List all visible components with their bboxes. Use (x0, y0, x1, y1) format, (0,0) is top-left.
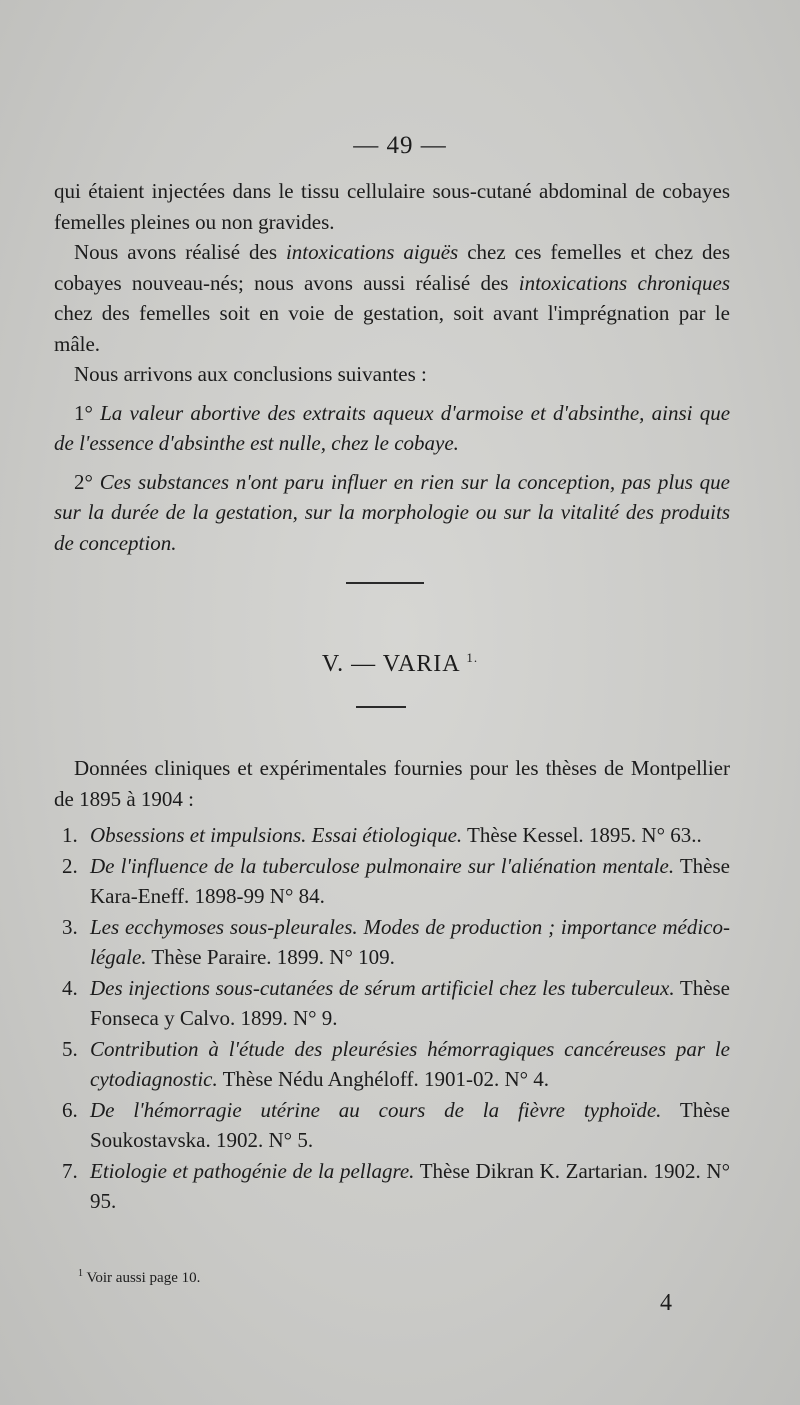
conclusion-number: 2° (74, 469, 93, 494)
paragraph-2 (54, 237, 730, 359)
list-item (54, 1156, 730, 1217)
list-item (54, 1095, 730, 1156)
list-item (54, 973, 730, 1034)
footnote (78, 1268, 200, 1287)
thesis-list (54, 820, 730, 1217)
lead-paragraph: Données cliniques et expérimentales fournies pour les thèses de Montpellier de 1895 à 1904 : (54, 756, 730, 811)
item-number: 1. (62, 823, 78, 847)
item-details: Thèse Kessel. 1895. N° 63.. (462, 823, 702, 847)
page-number: — 49 — (353, 132, 447, 159)
item-title: Obsessions et impulsions. Essai étiologique. (90, 823, 463, 847)
text-run: chez ces femelles et chez des cobayes nouveau-nés; nous avons aussi réalisé des (54, 240, 730, 295)
section-title: V. — VARIA (321, 651, 460, 677)
item-title: Contribution à l'étude des pleurésies hémorragiques cancéreuses par le cytodiagnostic. (90, 1036, 730, 1091)
footnote-mark: 1 (78, 1268, 83, 1279)
item-details: Thèse Dikran K. Zartarian. 1902. N° 95. (90, 1158, 730, 1213)
signature-mark: 4 (660, 1290, 672, 1316)
section-heading (0, 650, 800, 678)
footnote-text: Voir aussi page 10. (86, 1270, 201, 1286)
item-number: 7. (62, 1158, 78, 1183)
item-title: Etiologie et pathogénie de la pellagre. (90, 1158, 415, 1183)
item-title: Des injections sous-cutanées de sérum artificiel chez les tuberculeux. (90, 975, 675, 1000)
item-details: Thèse Fonseca y Calvo. 1899. N° 9. (90, 975, 731, 1030)
text-run: chez des femelles soit en voie de gestation, soit avant l'imprégnation par le mâle. (54, 301, 730, 356)
conclusion-1 (54, 398, 730, 459)
list-item (54, 851, 730, 912)
item-number: 2. (62, 853, 78, 878)
item-title: De l'hémorragie utérine au cours de la fièvre typhoïde. (90, 1097, 662, 1122)
list-item (54, 912, 730, 973)
heading-underline (356, 706, 406, 708)
item-details: Thèse Nédu Anghéloff. 1901-02. N° 4. (217, 1067, 550, 1091)
conclusion-text: La valeur abortive des extraits aqueux d'armoise et d'absinthe, ainsi que de l'essence d'absinthe est nulle, chez le cobaye. (54, 400, 731, 455)
italic-run: intoxications chroniques (518, 270, 731, 295)
conclusion-2 (54, 467, 730, 559)
intro-text (54, 176, 730, 558)
item-number: 5. (62, 1036, 78, 1061)
lead-text (54, 753, 730, 814)
item-number: 4. (62, 975, 78, 1000)
section-divider (346, 582, 424, 584)
item-details: Thèse Paraire. 1899. N° 109. (146, 945, 395, 969)
item-number: 6. (62, 1097, 78, 1122)
item-title: Les ecchymoses sous-pleurales. Modes de production ; importance médico-légale. (90, 914, 730, 969)
item-title: De l'influence de la tuberculose pulmonaire sur l'aliénation mentale. (90, 853, 675, 878)
paragraph-1: qui étaient injectées dans le tissu cellulaire sous-cutané abdominal de cobayes femelles pleines ou non gravides. (54, 179, 730, 234)
text-run: Nous avons réalisé des (74, 240, 286, 264)
paragraph-3: Nous arrivons aux conclusions suivantes : (74, 362, 427, 386)
list-item (54, 820, 730, 851)
conclusion-text: Ces substances n'ont paru influer en rien sur la conception, pas plus que sur la durée de la gestation, sur la morphologie ou sur la vitalité des produits de conception. (54, 469, 731, 555)
italic-run: intoxications aiguës (285, 240, 459, 264)
conclusion-number: 1° (74, 400, 93, 425)
item-details: Thèse Soukostavska. 1902. N° 5. (90, 1097, 731, 1152)
item-number: 3. (62, 914, 78, 939)
list-item (54, 1034, 730, 1095)
item-details: Thèse Kara-Eneff. 1898-99 N° 84. (90, 853, 730, 908)
footnote-reference: 1. (466, 650, 479, 665)
